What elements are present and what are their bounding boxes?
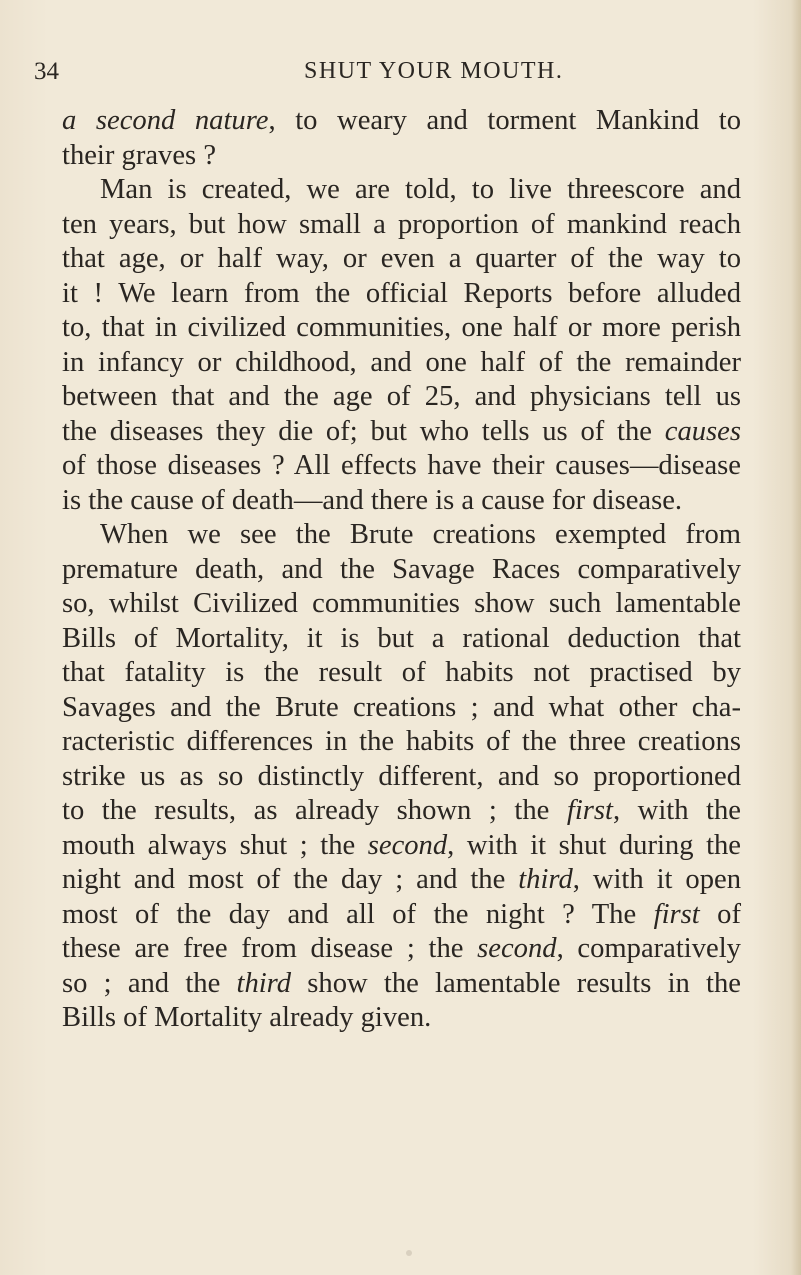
paper-speck bbox=[406, 1250, 412, 1256]
text-line: a second nature, to weary and torment Mankind to bbox=[62, 105, 741, 136]
text-line: it ! We learn from the official Reports before alluded bbox=[62, 277, 741, 309]
running-title: SHUT YOUR MOUTH. bbox=[304, 58, 564, 84]
text-line: their graves ? bbox=[62, 139, 217, 171]
text-line: so ; and the third show the lamentable results in the bbox=[62, 967, 741, 999]
text-line: Savages and the Brute creations ; and what other cha- bbox=[62, 691, 741, 723]
text-line: of those diseases ? All effects have their causes—disease bbox=[62, 450, 741, 481]
text-line: so, whilst Civilized communities show such lamentable bbox=[62, 588, 741, 619]
text-line: mouth always shut ; the second, with it shut during the bbox=[62, 829, 741, 861]
text-line: strike us as so distinctly different, and so proportioned bbox=[62, 760, 741, 792]
text-line: racteristic differences in the habits of the three creations bbox=[62, 726, 741, 757]
text-line: ten years, but how small a proportion of mankind reach bbox=[62, 208, 741, 240]
body-text bbox=[62, 104, 741, 1036]
text-line: these are free from disease ; the second, comparatively bbox=[62, 933, 741, 964]
text-line: that fatality is the result of habits not practised by bbox=[62, 657, 741, 688]
text-line: premature death, and the Savage Races comparatively bbox=[62, 553, 741, 585]
text-line: to, that in civilized communities, one half or more perish bbox=[62, 312, 741, 343]
text-line: Bills of Mortality already given. bbox=[62, 1002, 432, 1033]
text-line: between that and the age of 25, and physicians tell us bbox=[62, 381, 741, 412]
text-line: Man is created, we are told, to live threescore and bbox=[100, 174, 741, 205]
text-line: the diseases they die of; but who tells us of the causes bbox=[62, 415, 741, 447]
page-edge-shadow bbox=[791, 0, 801, 1275]
text-line: Bills of Mortality, it is but a rational deduction that bbox=[62, 622, 741, 654]
text-line: to the results, as already shown ; the first, with the bbox=[62, 795, 741, 826]
running-head bbox=[34, 58, 744, 98]
page-number: 34 bbox=[34, 58, 59, 85]
text-line: that age, or half way, or even a quarter of the way to bbox=[62, 243, 741, 274]
text-line: in infancy or childhood, and one half of the remainder bbox=[62, 346, 741, 378]
text-line: most of the day and all of the night ? The first of bbox=[62, 898, 742, 930]
text-line: night and most of the day ; and the third, with it open bbox=[62, 864, 741, 895]
text-line: is the cause of death—and there is a cause for disease. bbox=[62, 484, 683, 516]
text-line: When we see the Brute creations exempted from bbox=[100, 519, 741, 550]
